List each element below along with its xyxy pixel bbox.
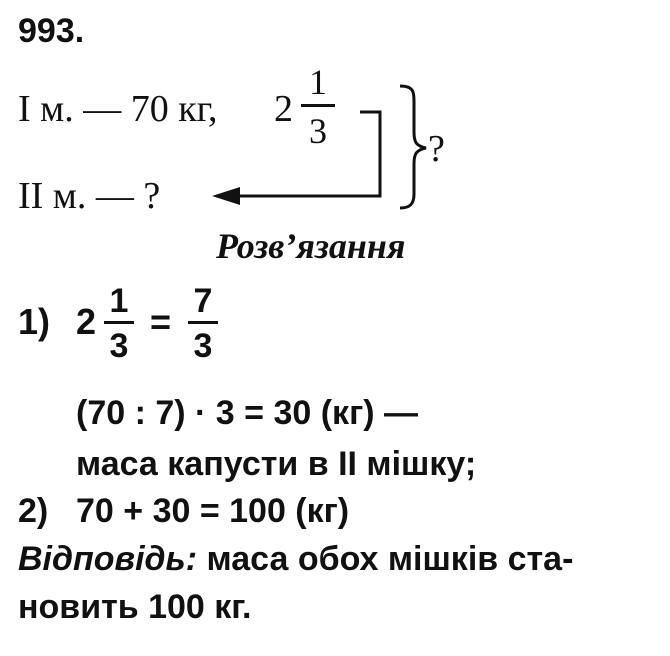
bag1-fraction-denominator: 3 [309,111,327,151]
fraction-bar [188,321,218,324]
relation-arrow-line [232,112,380,196]
fraction-bar [104,321,134,324]
solution-heading: Розв’язання [216,226,406,266]
step1-index: 1) [18,301,51,342]
bag2-condition: II м. — ? [18,175,161,217]
step1-mixed-whole: 2 [76,301,97,342]
problem-number: 993. [18,12,85,50]
step1-result-denominator: 3 [193,327,213,365]
step1-calculation: (70 : 7) · 3 = 30 (кг) — [76,394,418,432]
arrow-head-icon [212,187,240,205]
step1-explanation: маса капусти в II мішку; [76,445,477,483]
step2-index: 2) [18,492,49,530]
curly-brace-icon [400,86,426,208]
bag1-condition: I м. — 70 кг, [18,88,218,130]
step2-calculation: 70 + 30 = 100 (кг) [76,492,350,530]
bag1-mixed-whole: 2 [274,88,293,130]
step1-fraction-denominator: 3 [109,327,129,365]
answer-label: Відповідь: [18,540,198,578]
bag1-fraction-numerator: 1 [309,62,327,102]
answer-line-1 [18,542,573,577]
answer-text-line1: маса обох мішків ста- [197,540,574,578]
step1-fraction [104,284,134,363]
total-question: ? [428,128,445,170]
step1-result-fraction [188,284,218,363]
step1-fraction-numerator: 1 [109,282,129,320]
answer-line-2: новить 100 кг. [18,588,252,626]
step1-result-numerator: 7 [193,282,213,320]
step1-equals: = [150,301,172,342]
